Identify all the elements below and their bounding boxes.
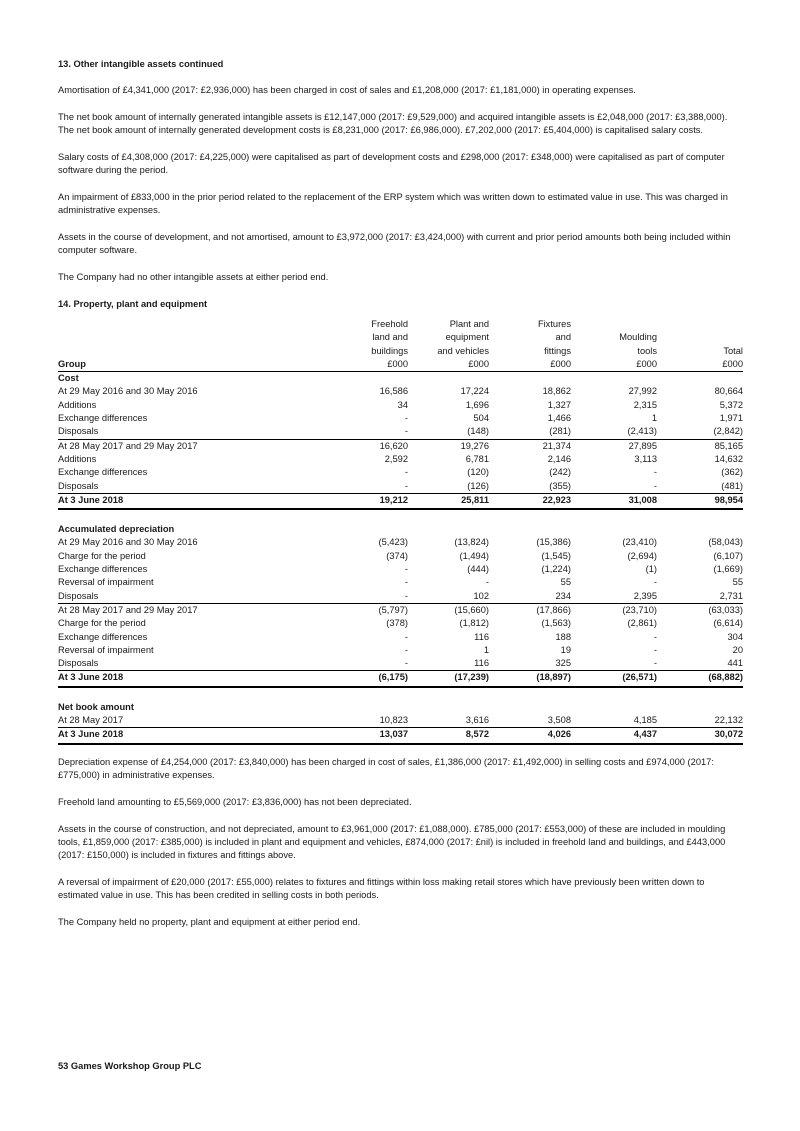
table-cell: (63,033) xyxy=(657,603,743,617)
table-cell: 1 xyxy=(651,413,657,424)
column-header: tools xyxy=(637,345,657,356)
row-label: Exchange differences xyxy=(58,467,148,478)
table-cell: 3,113 xyxy=(634,453,657,464)
table-cell: 6,781 xyxy=(465,453,489,464)
table-cell: - xyxy=(653,658,657,669)
row-label: Exchange differences xyxy=(58,631,148,642)
row-label: At 28 May 2017 and 29 May 2017 xyxy=(58,603,348,617)
table-cell: 4,437 xyxy=(571,728,657,744)
column-header xyxy=(657,331,743,344)
table-cell: - xyxy=(404,480,408,491)
table-row xyxy=(58,536,743,549)
table-cell: - xyxy=(404,590,408,601)
row-label: Accumulated depreciation xyxy=(58,524,175,535)
table-cell xyxy=(489,372,571,386)
table-cell: 25,811 xyxy=(408,493,489,509)
table-cell: (126) xyxy=(467,480,489,491)
table-cell: (1) xyxy=(645,564,657,575)
table-row xyxy=(58,590,743,604)
table-cell: 234 xyxy=(555,590,571,601)
table-cell: (68,882) xyxy=(657,671,743,687)
table-row xyxy=(58,493,743,509)
table-cell: (1,669) xyxy=(713,564,743,575)
column-header: fittings xyxy=(544,345,571,356)
column-header xyxy=(657,318,743,331)
row-label: Additions xyxy=(58,399,97,410)
table-cell: (6,175) xyxy=(348,671,408,687)
table-cell: (281) xyxy=(549,426,571,437)
table-cell xyxy=(571,523,657,536)
table-cell: 55 xyxy=(732,577,743,588)
table-header-row xyxy=(58,318,743,331)
column-header: £000 xyxy=(348,358,408,372)
column-header: Freehold xyxy=(371,319,408,329)
table-cell: 188 xyxy=(555,631,571,642)
column-header: Total xyxy=(723,345,743,356)
table-cell: 116 xyxy=(474,631,489,642)
row-label xyxy=(58,687,348,701)
table-cell xyxy=(408,372,489,386)
table-cell xyxy=(348,701,408,714)
table-row xyxy=(58,603,743,617)
column-header: land and xyxy=(372,332,408,343)
table-cell: (58,043) xyxy=(708,537,743,548)
table-cell: 4,185 xyxy=(633,715,657,726)
table-cell: 3,616 xyxy=(465,715,489,726)
column-header: £000 xyxy=(489,358,571,372)
table-row xyxy=(58,412,743,425)
table-row xyxy=(58,480,743,494)
row-label: Disposals xyxy=(58,658,99,669)
table-cell: 16,586 xyxy=(379,386,408,397)
table-cell xyxy=(348,687,408,701)
table-cell: - xyxy=(653,644,657,655)
note-13-paragraph: An impairment of £833,000 in the prior period related to the replacement of the ERP system which was written down to estimated value in use. This was charged in administrative expenses. xyxy=(58,192,728,215)
table-cell: (18,897) xyxy=(489,671,571,687)
table-cell xyxy=(408,701,489,714)
table-cell: (355) xyxy=(549,480,571,491)
table-cell xyxy=(489,509,571,523)
table-cell: 102 xyxy=(473,590,489,601)
row-label: Reversal of impairment xyxy=(58,644,154,655)
table-row xyxy=(58,701,743,714)
table-cell: 13,037 xyxy=(348,728,408,744)
table-cell: (23,710) xyxy=(571,603,657,617)
table-cell xyxy=(571,372,657,386)
table-cell: 116 xyxy=(474,658,489,669)
table-cell: - xyxy=(404,413,408,424)
table-cell xyxy=(657,372,743,386)
note-13-paragraph: The Company had no other intangible assets at either period end. xyxy=(58,272,329,282)
table-cell: (481) xyxy=(721,480,743,491)
row-label: At 29 May 2016 and 30 May 2016 xyxy=(58,386,198,397)
table-row xyxy=(58,385,743,398)
table-cell xyxy=(348,523,408,536)
column-header: Fixtures xyxy=(537,319,571,329)
table-row xyxy=(58,439,743,453)
table-cell xyxy=(408,687,489,701)
table-cell: (444) xyxy=(467,564,489,575)
table-cell xyxy=(489,701,571,714)
column-header: £000 xyxy=(408,358,489,372)
table-cell: (2,861) xyxy=(627,618,657,629)
table-row xyxy=(58,576,743,589)
row-label: Exchange differences xyxy=(58,413,148,424)
table-row xyxy=(58,714,743,728)
page-footer: 53 Games Workshop Group PLC xyxy=(58,1061,202,1071)
row-label: Reversal of impairment xyxy=(58,577,154,588)
note-13-paragraph: Salary costs of £4,308,000 (2017: £4,225,000) were capitalised as part of development costs and £298,000 (2017: £348,000) were capitalised as part of computer software during the period. xyxy=(58,152,725,175)
table-cell xyxy=(348,372,408,386)
row-label: Cost xyxy=(58,373,79,384)
table-row xyxy=(58,671,743,687)
row-label: Disposals xyxy=(58,590,99,601)
table-cell: 85,165 xyxy=(657,439,743,453)
table-cell: 1,466 xyxy=(547,413,571,424)
table-cell xyxy=(348,509,408,523)
table-row xyxy=(58,644,743,657)
note-14-notes xyxy=(58,756,743,929)
table-cell: (148) xyxy=(467,426,489,437)
table-cell: 21,374 xyxy=(489,439,571,453)
table-row xyxy=(58,550,743,563)
table-cell: - xyxy=(485,577,489,588)
table-row xyxy=(58,425,743,439)
table-cell: - xyxy=(404,631,408,642)
table-cell: (6,107) xyxy=(713,550,743,561)
table-cell: 22,132 xyxy=(714,715,743,726)
table-cell: (15,660) xyxy=(408,603,489,617)
table-cell: 27,895 xyxy=(571,439,657,453)
table-cell: 2,395 xyxy=(633,590,657,601)
note-14-heading: 14. Property, plant and equipment xyxy=(58,299,208,309)
table-cell xyxy=(571,509,657,523)
table-cell: 2,315 xyxy=(633,399,657,410)
table-cell: 14,632 xyxy=(714,453,743,464)
row-label: Net book amount xyxy=(58,701,134,712)
note-13-paragraph: The net book amount of internally generated intangible assets is £12,147,000 (2017: £9,529,000) and acquired intangible assets is £2,048,000 (2017: £3,388,000). The net book amount of internally generated development costs is £8,231,000 (2017: £6,986,000). £7,202,000 (2017: £5,404,000) is capitalised salary costs. xyxy=(58,112,728,135)
table-cell xyxy=(489,687,571,701)
row-label xyxy=(58,509,348,523)
table-cell: (120) xyxy=(467,467,489,478)
row-label: Group xyxy=(58,358,348,372)
column-header: £000 xyxy=(657,358,743,372)
row-label: Disposals xyxy=(58,426,99,437)
table-cell: (15,386) xyxy=(536,537,571,548)
table-cell: (26,571) xyxy=(571,671,657,687)
row-label: At 29 May 2016 and 30 May 2016 xyxy=(58,537,198,548)
table-cell: - xyxy=(404,467,408,478)
table-cell: (13,824) xyxy=(454,537,489,548)
table-cell: (2,413) xyxy=(627,426,657,437)
table-cell: 19,212 xyxy=(348,493,408,509)
note-14-paragraph: The Company held no property, plant and equipment at either period end. xyxy=(58,916,361,927)
table-cell: (362) xyxy=(721,467,743,478)
table-row xyxy=(58,563,743,576)
table-cell: - xyxy=(404,658,408,669)
table-cell: (5,797) xyxy=(348,603,408,617)
column-header: Plant and xyxy=(449,319,489,329)
ppe-table-header xyxy=(58,318,743,372)
table-cell: 304 xyxy=(727,631,743,642)
table-row xyxy=(58,466,743,479)
table-cell: 8,572 xyxy=(408,728,489,744)
table-cell: (1,224) xyxy=(541,564,571,575)
table-cell: (1,545) xyxy=(541,550,571,561)
row-label: At 3 June 2018 xyxy=(58,493,348,509)
table-cell: 2,146 xyxy=(547,453,571,464)
row-label: At 28 May 2017 xyxy=(58,715,124,726)
table-cell: (2,694) xyxy=(627,550,657,561)
table-row xyxy=(58,657,743,671)
table-cell: - xyxy=(404,564,408,575)
column-header xyxy=(571,318,657,331)
row-label: At 3 June 2018 xyxy=(58,728,348,744)
table-row xyxy=(58,372,743,386)
table-cell: 34 xyxy=(397,399,408,410)
table-header-row xyxy=(58,345,743,358)
table-cell: 31,008 xyxy=(571,493,657,509)
table-cell: 20 xyxy=(732,644,743,655)
table-cell: - xyxy=(653,467,657,478)
table-cell xyxy=(571,701,657,714)
note-13-paragraph: Amortisation of £4,341,000 (2017: £2,936,000) has been charged in cost of sales and £1,208,000 (2017: £1,181,000) in operating expenses. xyxy=(58,85,636,95)
table-cell: 441 xyxy=(727,658,743,669)
table-cell: (23,410) xyxy=(622,537,657,548)
table-cell xyxy=(489,523,571,536)
table-cell: (1,494) xyxy=(459,550,489,561)
table-cell: 504 xyxy=(473,413,489,424)
table-cell xyxy=(408,509,489,523)
note-14-paragraph: A reversal of impairment of £20,000 (2017: £55,000) relates to fixtures and fittings within loss making retail stores which have previously been written down to estimated value in use. This has been credited in selling costs in both periods. xyxy=(58,876,705,900)
table-cell: (378) xyxy=(386,618,408,629)
table-cell xyxy=(657,687,743,701)
row-label: Disposals xyxy=(58,480,99,491)
table-cell: - xyxy=(653,577,657,588)
row-label xyxy=(58,331,348,344)
table-cell: 30,072 xyxy=(657,728,743,744)
table-row xyxy=(58,631,743,644)
note-13-paragraph: Assets in the course of development, and not amortised, amount to £3,972,000 (2017: £3,424,000) with current and prior period amounts both being included within computer software. xyxy=(58,232,731,255)
table-cell: (242) xyxy=(549,467,571,478)
table-cell xyxy=(657,509,743,523)
table-cell: 10,823 xyxy=(379,715,408,726)
table-cell: 18,862 xyxy=(542,386,571,397)
table-cell: 2,731 xyxy=(719,590,743,601)
table-cell: (5,423) xyxy=(378,537,408,548)
table-row xyxy=(58,453,743,466)
table-cell xyxy=(571,687,657,701)
row-label: Exchange differences xyxy=(58,564,148,575)
row-label: At 3 June 2018 xyxy=(58,671,348,687)
table-cell: (374) xyxy=(386,550,408,561)
row-label: Additions xyxy=(58,453,97,464)
row-label: At 28 May 2017 and 29 May 2017 xyxy=(58,439,348,453)
row-label xyxy=(58,318,348,331)
table-cell xyxy=(657,523,743,536)
table-cell: 16,620 xyxy=(348,439,408,453)
note-14-paragraph: Assets in the course of construction, and not depreciated, amount to £3,961,000 (2017: £1,088,000). £785,000 (2017: £553,000) of these are included in moulding tools, £1,859,000 (2017: £385,000) is included in plant and equipment and vehicles, £874,000 (2017: £nil) is included in freehold land and buildings, and £443,000 (2017: £150,000) is included in fixtures and fittings above. xyxy=(58,823,726,860)
table-cell xyxy=(408,523,489,536)
ppe-table-body xyxy=(58,372,743,744)
table-cell: 1 xyxy=(483,644,489,655)
table-row xyxy=(58,617,743,630)
ppe-table xyxy=(58,318,743,745)
row-label: Charge for the period xyxy=(58,618,146,629)
table-cell: 80,664 xyxy=(714,386,743,397)
table-cell: - xyxy=(404,426,408,437)
table-row xyxy=(58,728,743,744)
table-cell: 5,372 xyxy=(719,399,743,410)
column-header: and xyxy=(555,332,571,343)
table-cell: - xyxy=(653,480,657,491)
table-cell: - xyxy=(404,644,408,655)
note-14-paragraph: Depreciation expense of £4,254,000 (2017: £3,840,000) has been charged in cost of sales, £1,386,000 (2017: £1,492,000) in selling costs and £974,000 (2017: £775,000) in administrative expenses. xyxy=(58,756,714,780)
table-cell: 1,327 xyxy=(547,399,571,410)
table-cell xyxy=(657,701,743,714)
row-label xyxy=(58,345,348,358)
table-cell: (17,239) xyxy=(408,671,489,687)
note-13-heading: 13. Other intangible assets continued xyxy=(58,59,224,69)
document-page xyxy=(58,58,743,943)
table-cell: 2,592 xyxy=(384,453,408,464)
table-cell: 55 xyxy=(560,577,571,588)
table-cell: 19 xyxy=(560,644,571,655)
table-row xyxy=(58,523,743,536)
table-row xyxy=(58,687,743,701)
table-cell: 4,026 xyxy=(489,728,571,744)
table-cell: 1,971 xyxy=(719,413,743,424)
table-cell: (2,842) xyxy=(713,426,743,437)
table-cell: - xyxy=(653,631,657,642)
table-header-row xyxy=(58,358,743,372)
column-header: and vehicles xyxy=(437,345,489,356)
table-row xyxy=(58,509,743,523)
table-header-row xyxy=(58,331,743,344)
column-header: buildings xyxy=(371,345,408,356)
table-cell: 3,508 xyxy=(547,715,571,726)
column-header: equipment xyxy=(445,332,489,343)
table-cell: 98,954 xyxy=(657,493,743,509)
row-label: Charge for the period xyxy=(58,550,146,561)
table-cell: (1,812) xyxy=(459,618,489,629)
column-header: Moulding xyxy=(619,332,657,343)
table-cell: - xyxy=(404,577,408,588)
table-cell: 17,224 xyxy=(460,386,489,397)
table-cell: 1,696 xyxy=(465,399,489,410)
note-14-paragraph: Freehold land amounting to £5,569,000 (2017: £3,836,000) has not been depreciated. xyxy=(58,796,412,807)
table-cell: (6,614) xyxy=(713,618,743,629)
table-cell: (1,563) xyxy=(541,618,571,629)
table-cell: 325 xyxy=(555,658,571,669)
table-cell: 27,992 xyxy=(628,386,657,397)
column-header: £000 xyxy=(571,358,657,372)
table-row xyxy=(58,399,743,412)
table-cell: 19,276 xyxy=(408,439,489,453)
table-cell: 22,923 xyxy=(489,493,571,509)
table-cell: (17,866) xyxy=(489,603,571,617)
